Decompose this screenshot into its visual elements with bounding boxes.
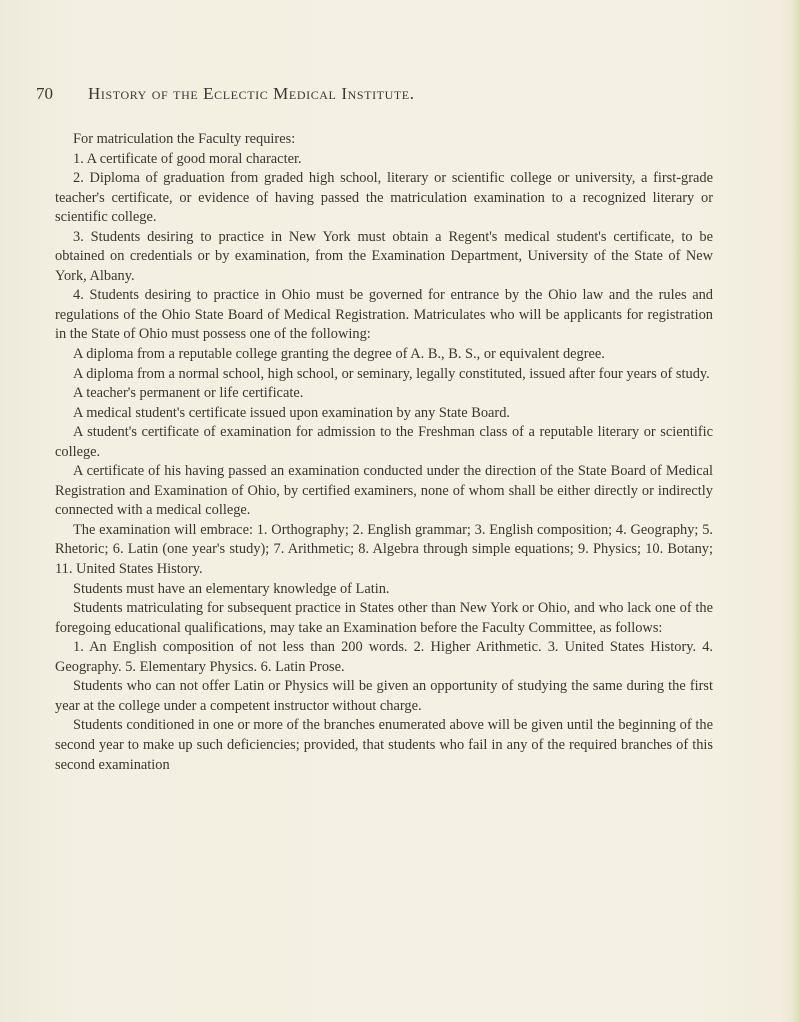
paragraph-intro: For matriculation the Faculty requires: [73,131,296,147]
paragraph-option-student-certificate: A student's certificate of examination for admission to the Freshman class of a reputable literary or scientific college. [55,424,713,460]
paragraph-committee-subjects: 1. An English composition of not less than 200 words. 2. Higher Arithmetic. 3. United States History. 4. Geography. 5. Elementary Physics. 6. Latin Prose. [55,639,713,675]
page-number: 70 [36,84,53,103]
paragraph-other-states: Students matriculating for subsequent practice in States other than New York or Ohio, and who lack one of the foregoing educational qualifications, may take an Examination before the Faculty Committee, as follows: [55,600,713,636]
paragraph-option-examination-certificate: A certificate of his having passed an examination conducted under the direction of the State Board of Medical Registration and Examination of Ohio, by certified examiners, none of whom shall be either directly or indirectly connected with a medical college. [55,463,713,519]
paragraph-option-diploma-college: A diploma from a reputable college granting the degree of A. B., B. S., or equivalent degree. [73,346,605,363]
paragraph-option-teacher-certificate: A teacher's permanent or life certificate. [73,385,304,402]
running-head: History of the Eclectic Medical Institute. [88,84,415,103]
paragraph-conditioned-students: Students conditioned in one or more of the branches enumerated above will be given until the beginning of the second year to make up such deficiencies; provided, that students who fail in any of the required branches of this second examination [55,717,713,773]
paragraph-latin-requirement: Students must have an elementary knowledge of Latin. [73,580,390,597]
paragraph-requirement-4: 4. Students desiring to practice in Ohio must be governed for entrance by the Ohio law and the rules and regulations of the Ohio State Board of Medical Registration. Matriculates who will be applicants for registration in the State of Ohio must possess one of the following: [55,287,713,343]
page-edge [782,0,800,1022]
paragraph-requirement-3: 3. Students desiring to practice in New York must obtain a Regent's medical student's certificate, to be obtained on credentials or by examination, from the Examination Department, University of the State of New York, Albany. [55,228,713,284]
paragraph-option-diploma-school: A diploma from a normal school, high school, or seminary, legally constituted, issued after four years of study. [73,365,710,382]
paragraph-examination-subjects: The examination will embrace: 1. Orthography; 2. English grammar; 3. English composition; 4. Geography; 5. Rhetoric; 6. Latin (one year's study); 7. Arithmetic; 8. Algebra through simple equations; 9. Physics; 10. Botany; 11. United States History. [55,521,713,578]
paragraph-latin-physics-instruction: Students who can not offer Latin or Physics will be given an opportunity of studying the same during the first year at the college under a competent instructor without charge. [55,678,713,714]
page-header [36,84,716,106]
paragraph-requirement-1: 1. A certificate of good moral character. [73,150,302,167]
paragraph-option-medical-certificate: A medical student's certificate issued upon examination by any State Board. [73,404,510,421]
body-text [55,130,713,775]
paragraph-requirement-2: 2. Diploma of graduation from graded high school, literary or scientific college or university, a first-grade teacher's certificate, or evidence of having passed the matriculation examination to a recognized literary or scientific college. [55,170,713,226]
